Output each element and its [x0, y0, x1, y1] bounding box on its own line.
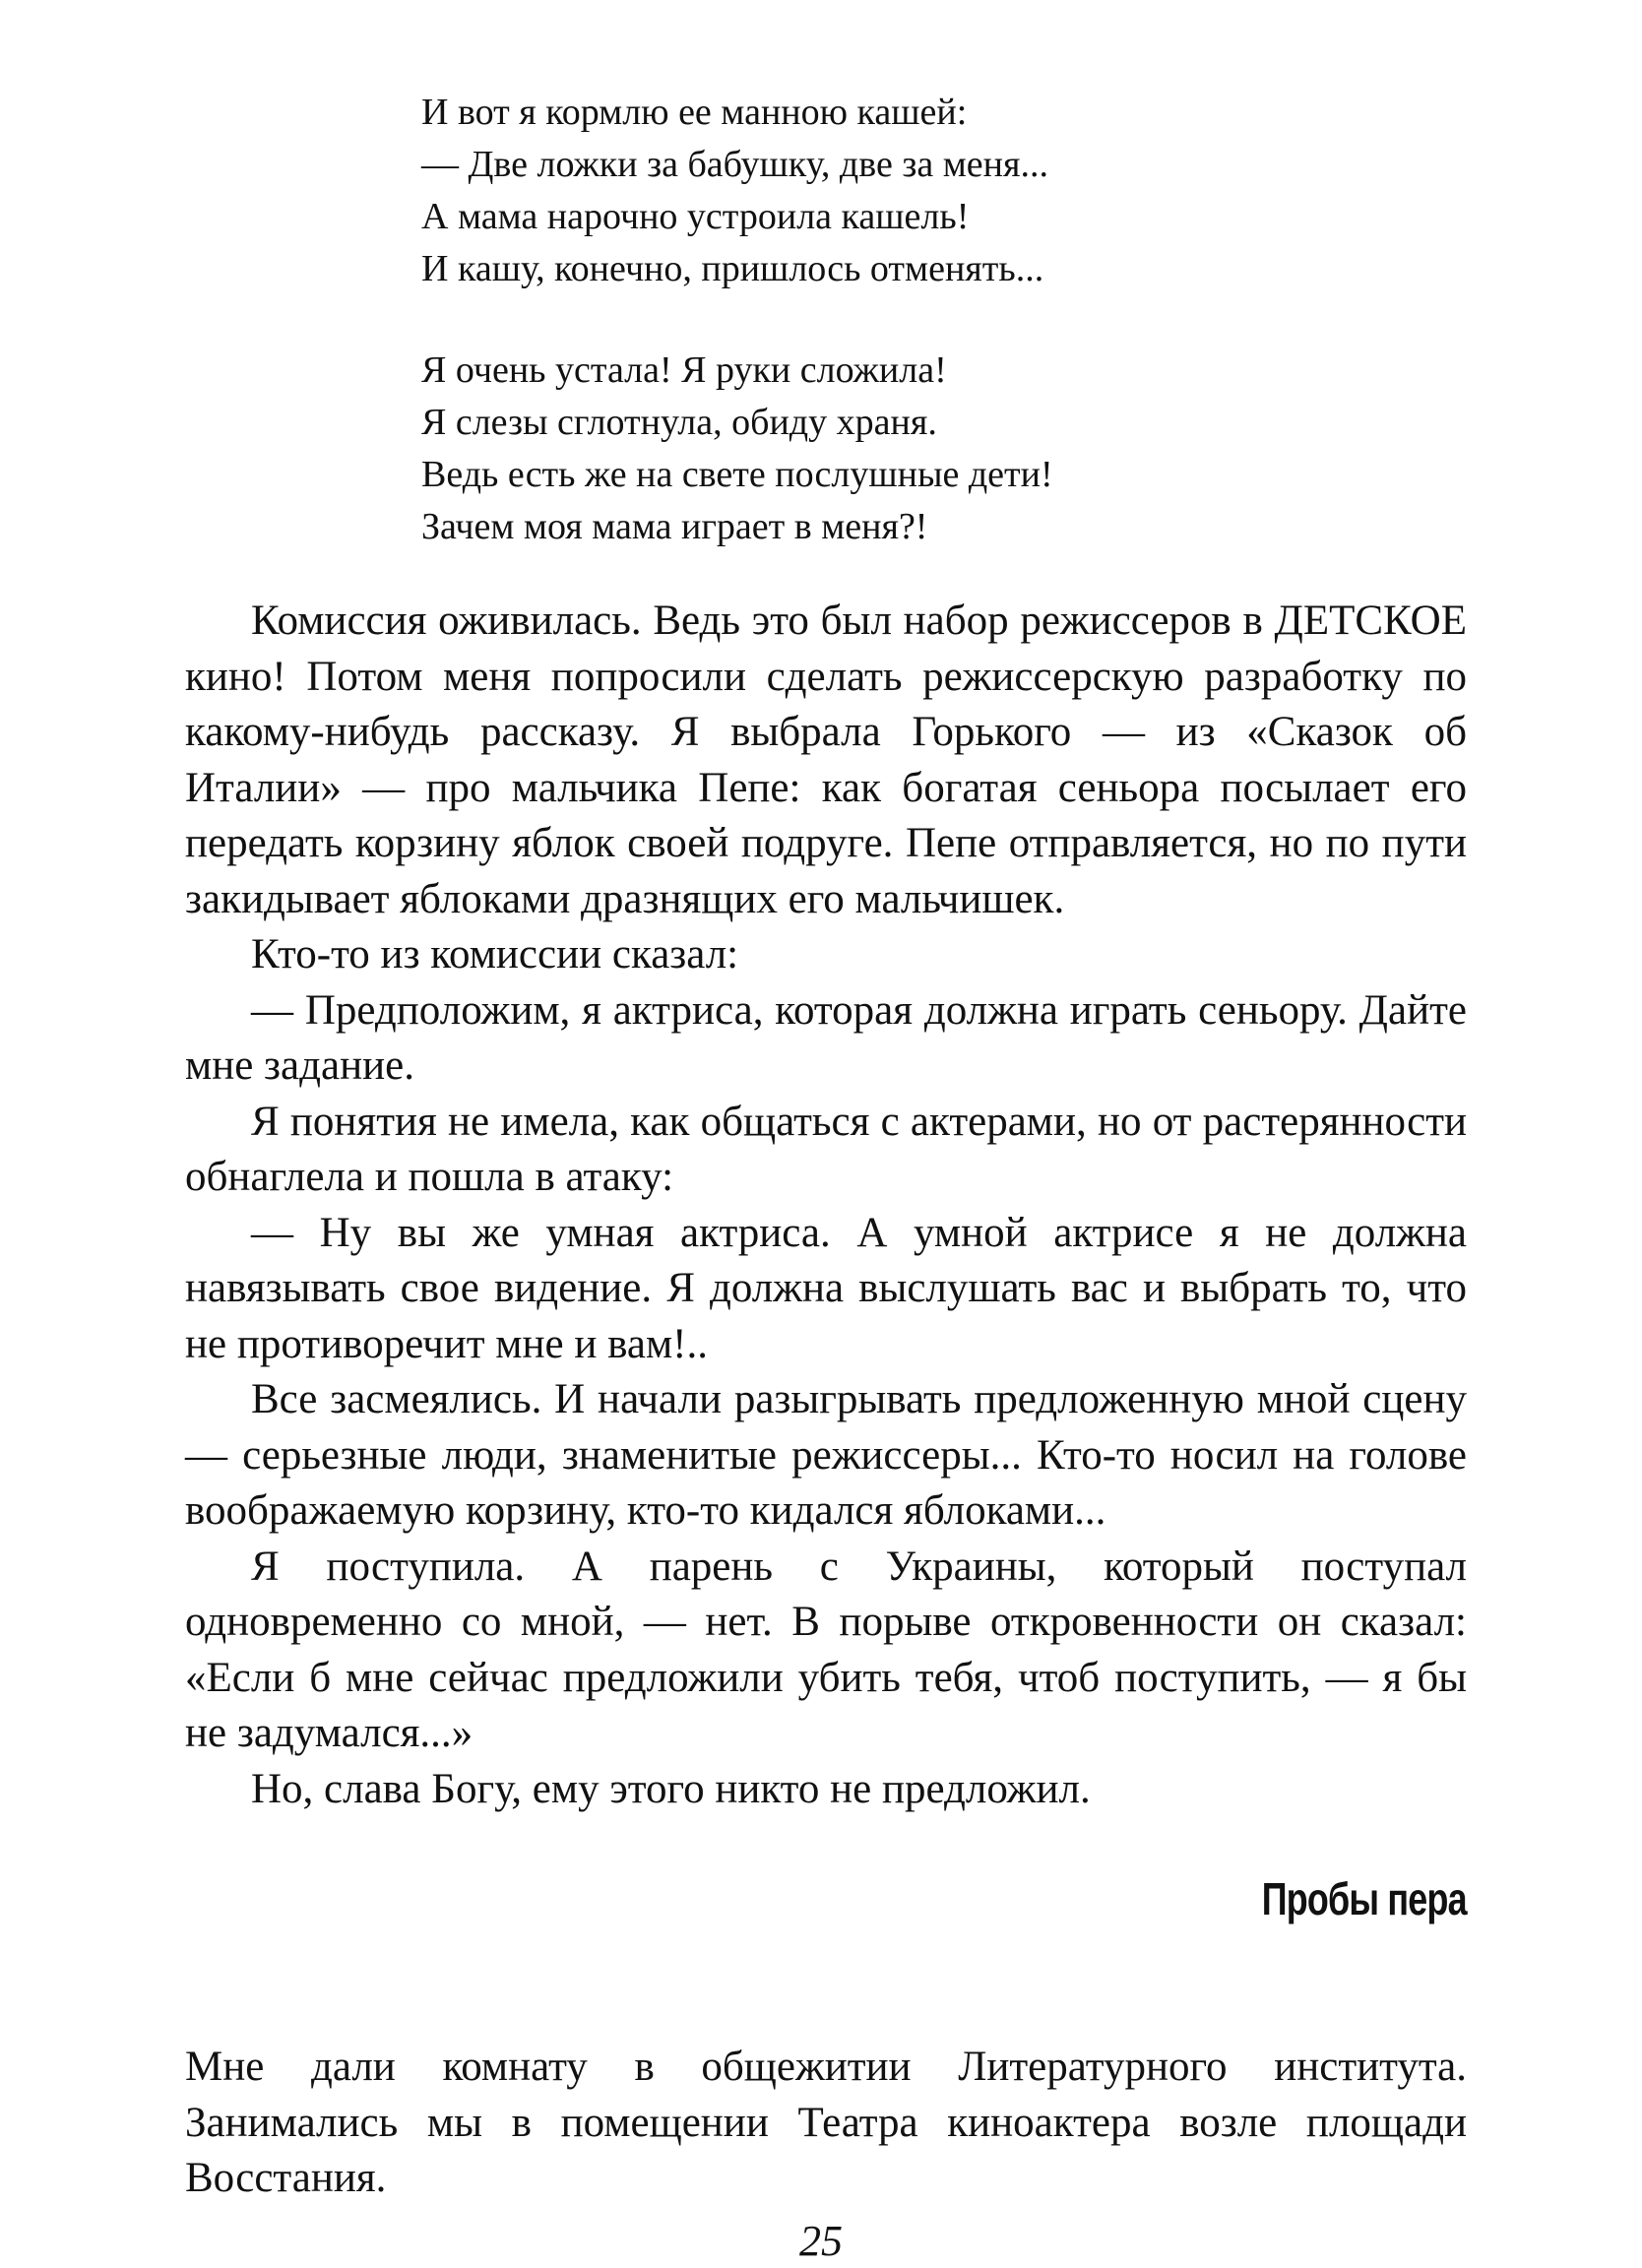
- poem-line: Я слезы сглотнула, обиду храня.: [421, 402, 937, 443]
- poem-line: А мама нарочно устроила кашель!: [421, 196, 970, 237]
- paragraph: — Ну вы же умная актриса. А умной актрисе я не должна навязывать свое видение. Я должна выслушать вас и выбрать то, что не противоречит мне и вам!..: [185, 1209, 1467, 1367]
- paragraph: Но, слава Богу, ему этого никто не предложил.: [251, 1765, 1091, 1812]
- page-number: 25: [799, 2217, 843, 2265]
- poem-line: — Две ложки за бабушку, две за меня...: [421, 144, 1048, 185]
- poem-line: Я очень устала! Я руки сложила!: [421, 349, 947, 391]
- poem: [421, 87, 1504, 553]
- paragraph: Мне дали комнату в общежитии Литературного института. Занимались мы в помещении Театра киноактера возле площади Восстания.: [185, 2044, 1467, 2201]
- poem-line: И кашу, конечно, пришлось отменять...: [421, 248, 1044, 289]
- paragraph: Я понятия не имела, как общаться с актерами, но от растерянности обнаглела и пошла в атаку:: [185, 1098, 1467, 1200]
- poem-line: Ведь есть же на свете послушные дети!: [421, 454, 1053, 495]
- body-text-continued: [185, 2040, 1467, 2207]
- paragraph: Комиссия оживилась. Ведь это был набор режиссеров в ДЕТСКОЕ кино! Потом меня попросили сделать режиссерскую разработку по какому-нибудь рассказу. Я выбрала Горького — из «Сказок об Италии» — про мальчика Пепе: как богатая сеньора посылает его передать корзину яблок своей подруге. Пепе отправляется, но по пути закидывает яблоками дразнящих его мальчишек.: [185, 598, 1467, 922]
- poem-line: И вот я кормлю ее манною кашей:: [421, 92, 968, 133]
- paragraph: Все засмеялись. И начали разыгрывать предложенную мной сцену — серьезные люди, знаменитые режиссеры... Кто-то носил на голове воображаемую корзину, кто-то кидался яблоками...: [185, 1376, 1467, 1534]
- paragraph: Я поступила. А парень с Украины, который поступал одновременно со мной, — нет. В порыве откровенности он сказал: «Если б мне сейчас предложили убить тебя, чтоб поступить, — я бы не задумался...»: [185, 1543, 1467, 1756]
- poem-line: Зачем моя мама играет в меня?!: [421, 506, 928, 547]
- paragraph: — Предположим, я актриса, которая должна играть сеньору. Дайте мне задание.: [185, 986, 1467, 1089]
- section-heading: Пробы пера: [1261, 1873, 1467, 1924]
- poem-stanza: [421, 345, 1504, 553]
- body-text: [185, 594, 1467, 1817]
- poem-stanza: [421, 87, 1504, 295]
- paragraph: Кто-то из комиссии сказал:: [251, 931, 739, 977]
